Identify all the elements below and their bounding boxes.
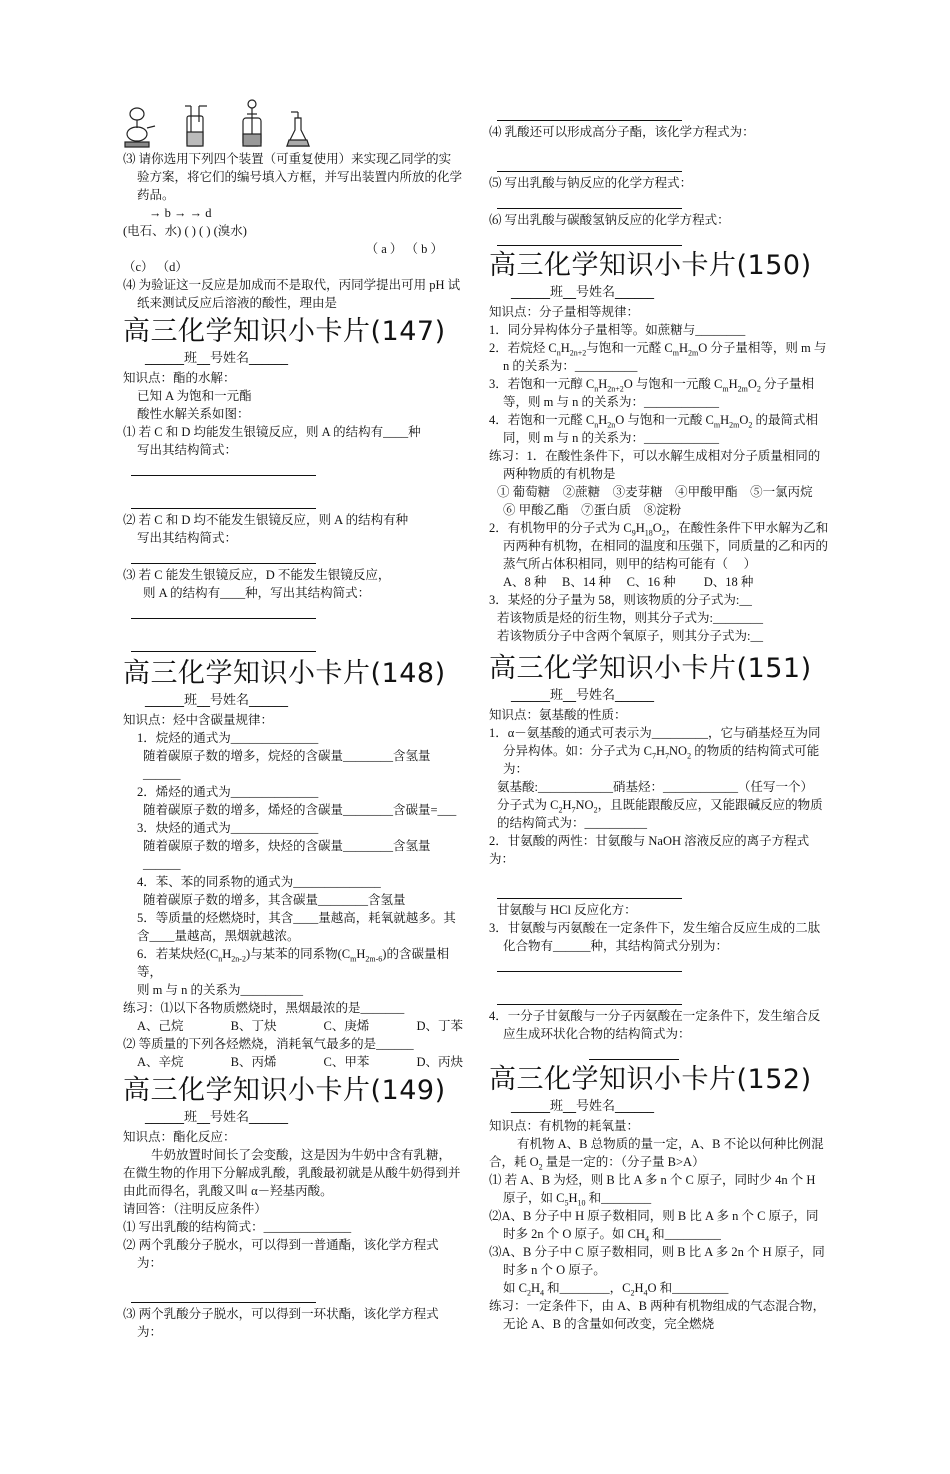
card150-line-q2: 2．有机物甲的分子式为 $C_9H_{18}O_2$，在酸性条件下甲水解为乙和丙两种有机物，在相同的温度和压强下，同质量的乙和丙的蒸气所占体积相同，则甲的结构可能有（ ）	[489, 521, 829, 571]
card152-line: 知识点：有机物的耗氧量：	[489, 1119, 640, 1133]
card150-line-2: 2．若烷烃 $C_nH_{2n+2}$与饱和一元醛 $C_mH_{2m}O$ 分子量相等，则 m 与 n 的关系为：__________	[489, 341, 827, 373]
card146-reagents: (电石、水) ( ) ( ) (溴水)	[123, 224, 247, 238]
card146-q4: ⑷ 为验证这一反应是加成而不是取代，丙同学提出可用 pH 试纸来测试反应后溶液的酸性，理由是	[123, 278, 461, 310]
answer-blank[interactable]	[497, 157, 682, 172]
card148-line: 随着碳原子数的增多，烯烃的含碳量________含碳量=___	[143, 803, 457, 817]
card148-line: 4．苯、苯的同系物的通式为______________	[137, 875, 381, 889]
left-column	[123, 98, 463, 1341]
card148-options-2	[123, 1053, 463, 1071]
card150-line-4: 4．若饱和一元醛 $C_nH_{2n}O$ 与饱和一元酸 $C_mH_{2m}O_2$ 的最简式相同，则 m 与 n 的关系为：____________	[489, 413, 819, 445]
card150-line: A、8 种 B、14 种 C、16 种 D、18 种	[503, 575, 754, 589]
card147-line: 酸性水解关系如图：	[137, 407, 250, 421]
card148-line: 2．烯烃的通式为______________	[137, 785, 319, 799]
option[interactable]: D、丁苯	[416, 1019, 463, 1033]
card148-line: 随着碳原子数的增多，炔烃的含碳量________含氢量______	[143, 839, 431, 871]
card149-line: 请回答：（注明反应条件）	[123, 1202, 267, 1216]
card147-class-name-line: ______班__号姓名______	[145, 351, 289, 366]
option[interactable]: D、丙炔	[416, 1055, 463, 1069]
card147-line: 写出其结构简式：	[137, 531, 238, 545]
card148-line: 随着碳原子数的增多，烷烃的含碳量________含氢量______	[143, 749, 431, 781]
card151-line: 氨基酸:____________硝基烃：____________（任写一个）	[497, 780, 813, 794]
answer-blank[interactable]	[131, 1288, 316, 1303]
card147-line: ⑶ 若 C 能发生银镜反应，D 不能发生银镜反应，	[123, 568, 391, 582]
card148-line: 知识点：烃中含碳量规律：	[123, 713, 274, 727]
card147-title: 高三化学知识小卡片(147)	[123, 316, 446, 347]
card149-q6: ⑹ 写出乳酸与碳酸氢钠反应的化学方程式：	[489, 213, 730, 227]
card149-line: ⑴ 写出乳酸的结构简式：______________	[123, 1220, 352, 1234]
card151-line: 3．甘氨酸与丙氨酸在一定条件下，发生缩合反应生成的二肽化合物有______种，其结构简式分别为：	[489, 921, 821, 953]
card151-line: 知识点：氨基酸的性质：	[489, 708, 627, 722]
card152-line-2: ⑵A、B 分子中 H 原子数相同，则 B 比 A 多 n 个 C 原子，同时多 2n 个 O 原子。如 $CH_4$ 和_________	[489, 1209, 819, 1244]
option[interactable]: C、庚烯	[323, 1019, 370, 1033]
card152-line-4: 如 $C_2H_4$ 和________，$C_2H_4O$ 和_________	[503, 1281, 729, 1298]
card151-line: 2．甘氨酸的两性：甘氨酸与 NaOH 溶液反应的离子方程式为：	[489, 834, 810, 866]
card149-line: ⑵ 两个乳酸分子脱水，可以得到一普通酯，该化学方程式为：	[123, 1238, 439, 1270]
card152-line-3: ⑶A、B 分子中 C 原子数相同，则 B 比 A 多 2n 个 H 原子，同时多 n 个 O 原子。	[489, 1245, 825, 1277]
card150-line: 知识点：分子量相等规律：	[489, 305, 640, 319]
card151-line: 4．一分子甘氨酸与一分子丙氨酸在一定条件下，发生缩合反应生成环状化合物的结构简式为：	[489, 1009, 821, 1041]
card147-line: 已知 A 为饱和一元酯	[137, 389, 252, 403]
option[interactable]: B、丁炔	[230, 1019, 277, 1033]
answer-blank[interactable]	[589, 1045, 679, 1060]
card151-line: 甘氨酸与 HCl 反应化方：	[497, 903, 637, 917]
card148-class-name-line: ______班__号姓名______	[145, 693, 289, 708]
card150-class-name-line: ______班__号姓名______	[511, 285, 655, 300]
card148-line: 则 m 与 n 的关系为__________	[137, 983, 303, 997]
card148-line: 随着碳原子数的增多，其含碳量________含氢量	[143, 893, 406, 907]
card148-line: ⑵ 等质量的下列各烃燃烧，消耗氧气最多的是______	[123, 1037, 414, 1051]
card150-line: 练习：1．在酸性条件下，可以水解生成相对分子质量相同的两种物质的有机物是	[489, 449, 821, 481]
card147-line: 写出其结构简式：	[137, 443, 238, 457]
card148-line: 练习：⑴以下各物质燃烧时，黑烟最浓的是_______	[123, 1001, 405, 1015]
card149-class-name-line: ______班__号姓名______	[145, 1110, 289, 1125]
card151-line-formula: 分子式为 $C_2H_7NO_2$，且既能跟酸反应，又能跟碱反应的物质的结构简式为：__________	[497, 798, 823, 830]
apparatus-figure	[123, 98, 463, 150]
answer-blank[interactable]	[131, 549, 316, 564]
card149-line: ⑶ 两个乳酸分子脱水，可以得到一环状酯，该化学方程式为：	[123, 1307, 439, 1339]
card148-line: 5．等质量的烃燃烧时，其含____量越高，耗氧就越多。其含____量越高，黑烟就越浓。	[137, 911, 456, 943]
card152-line: 练习：一定条件下，由 A、B 两种有机物组成的气态混合物，无论 A、B 的含量如何改变，完全燃烧	[489, 1299, 826, 1331]
card148-options-1	[123, 1017, 463, 1035]
card149-q4: ⑷ 乳酸还可以形成高分子酯，该化学方程式为：	[489, 125, 755, 139]
card149-line: 知识点：酯化反应：	[123, 1130, 236, 1144]
card146-labels-cd: （c） （d）	[123, 260, 188, 274]
card152-line-1: ⑴ 若 A、B 为烃，则 B 比 A 多 n 个 C 原子，同时少 4n 个 H 原子，如 $C_5H_{10}$ 和________	[489, 1173, 816, 1208]
answer-blank[interactable]	[497, 990, 682, 1005]
card149-title: 高三化学知识小卡片(149)	[123, 1075, 446, 1106]
card152-line-intro: 有机物 A、B 总物质的量一定，A、B 不论以何种比例混合，耗 $O_2$ 量是一定的：（分子量 B>A）	[489, 1137, 824, 1172]
card150-line: ① 葡萄糖 ②蔗糖 ③麦芽糖 ④甲酸甲酯 ⑤一氯丙烷	[497, 485, 813, 499]
card147-line: ⑵ 若 C 和 D 均不能发生银镜反应，则 A 的结构有种	[123, 513, 409, 527]
card147-line: 则 A 的结构有____种，写出其结构简式：	[143, 586, 371, 600]
option[interactable]: C、甲苯	[323, 1055, 370, 1069]
card152-class-name-line: ______班__号姓名______	[511, 1099, 655, 1114]
card150-line: ⑥ 甲酸乙酯 ⑦蛋白质 ⑧淀粉	[503, 503, 682, 517]
option[interactable]: A、己烷	[137, 1019, 184, 1033]
card151-class-name-line: ______班__号姓名______	[511, 688, 655, 703]
card151-line-1: 1．α－氨基酸的通式可表示为_________，它与硝基烃互为同分异构体。如：分子式为 $C_7H_7NO_2$ 的物质的结构简式可能为：	[489, 726, 821, 776]
option[interactable]: B、丙烯	[230, 1055, 277, 1069]
answer-blank[interactable]	[131, 604, 316, 619]
card150-line: 若该物质是烃的衍生物，则其分子式为:________	[497, 611, 763, 625]
card146-q3: ⑶ 请你选用下列四个装置（可重复使用）来实现乙同学的实验方案，将它们的编号填入方框，并写出装置内所放的化学药品。	[123, 152, 463, 202]
card146-flow: → b → → d	[149, 206, 212, 220]
right-column	[489, 120, 829, 1333]
card152-title: 高三化学知识小卡片(152)	[489, 1064, 812, 1095]
card150-line-3: 3．若饱和一元醇 $C_nH_{2n+2}O$ 与饱和一元酸 $C_mH_{2m}O_2$ 分子量相等，则 m 与 n 的关系为：____________	[489, 377, 815, 409]
answer-blank[interactable]	[131, 494, 316, 509]
card149-line: 牛奶放置时间长了会变酸，这是因为牛奶中含有乳糖，在微生物的作用下分解成乳酸，乳酸最初就是从酸牛奶得到并由此而得名，乳酸又叫 α－羟基丙酸。	[123, 1148, 461, 1198]
card148-line-6: 6．若某炔烃$(C_nH_{2n-2})$与某苯的同系物$(C_mH_{2m-6})$的含碳量相等，	[137, 947, 449, 979]
card150-line: 3．某烃的分子量为 58，则该物质的分子式为:__	[489, 593, 752, 607]
answer-blank[interactable]	[131, 637, 316, 652]
answer-blank[interactable]	[131, 461, 316, 476]
card150-title: 高三化学知识小卡片(150)	[489, 250, 812, 281]
option[interactable]: A、辛烷	[137, 1055, 184, 1069]
card148-line: 3．炔烃的通式为______________	[137, 821, 319, 835]
answer-blank[interactable]	[497, 884, 682, 899]
answer-blank[interactable]	[497, 231, 682, 246]
card149-q5: ⑸ 写出乳酸与钠反应的化学方程式：	[489, 176, 693, 190]
lab-apparatus-icon	[123, 98, 323, 150]
answer-blank[interactable]	[497, 106, 682, 121]
card150-line: 1．同分异构体分子量相等。如蔗糖与________	[489, 323, 746, 337]
card151-title: 高三化学知识小卡片(151)	[489, 653, 812, 684]
card148-line: 1．烷烃的通式为______________	[137, 731, 319, 745]
card147-line: 知识点：酯的水解：	[123, 371, 236, 385]
card146-labels-ab: （ a ） （ b ）	[365, 242, 443, 256]
answer-blank[interactable]	[497, 194, 682, 209]
answer-blank[interactable]	[497, 957, 682, 972]
card148-title: 高三化学知识小卡片(148)	[123, 658, 446, 689]
card147-line: ⑴ 若 C 和 D 均能发生银镜反应，则 A 的结构有____种	[123, 425, 421, 439]
card150-line: 若该物质分子中含两个氧原子，则其分子式为:__	[497, 629, 763, 643]
